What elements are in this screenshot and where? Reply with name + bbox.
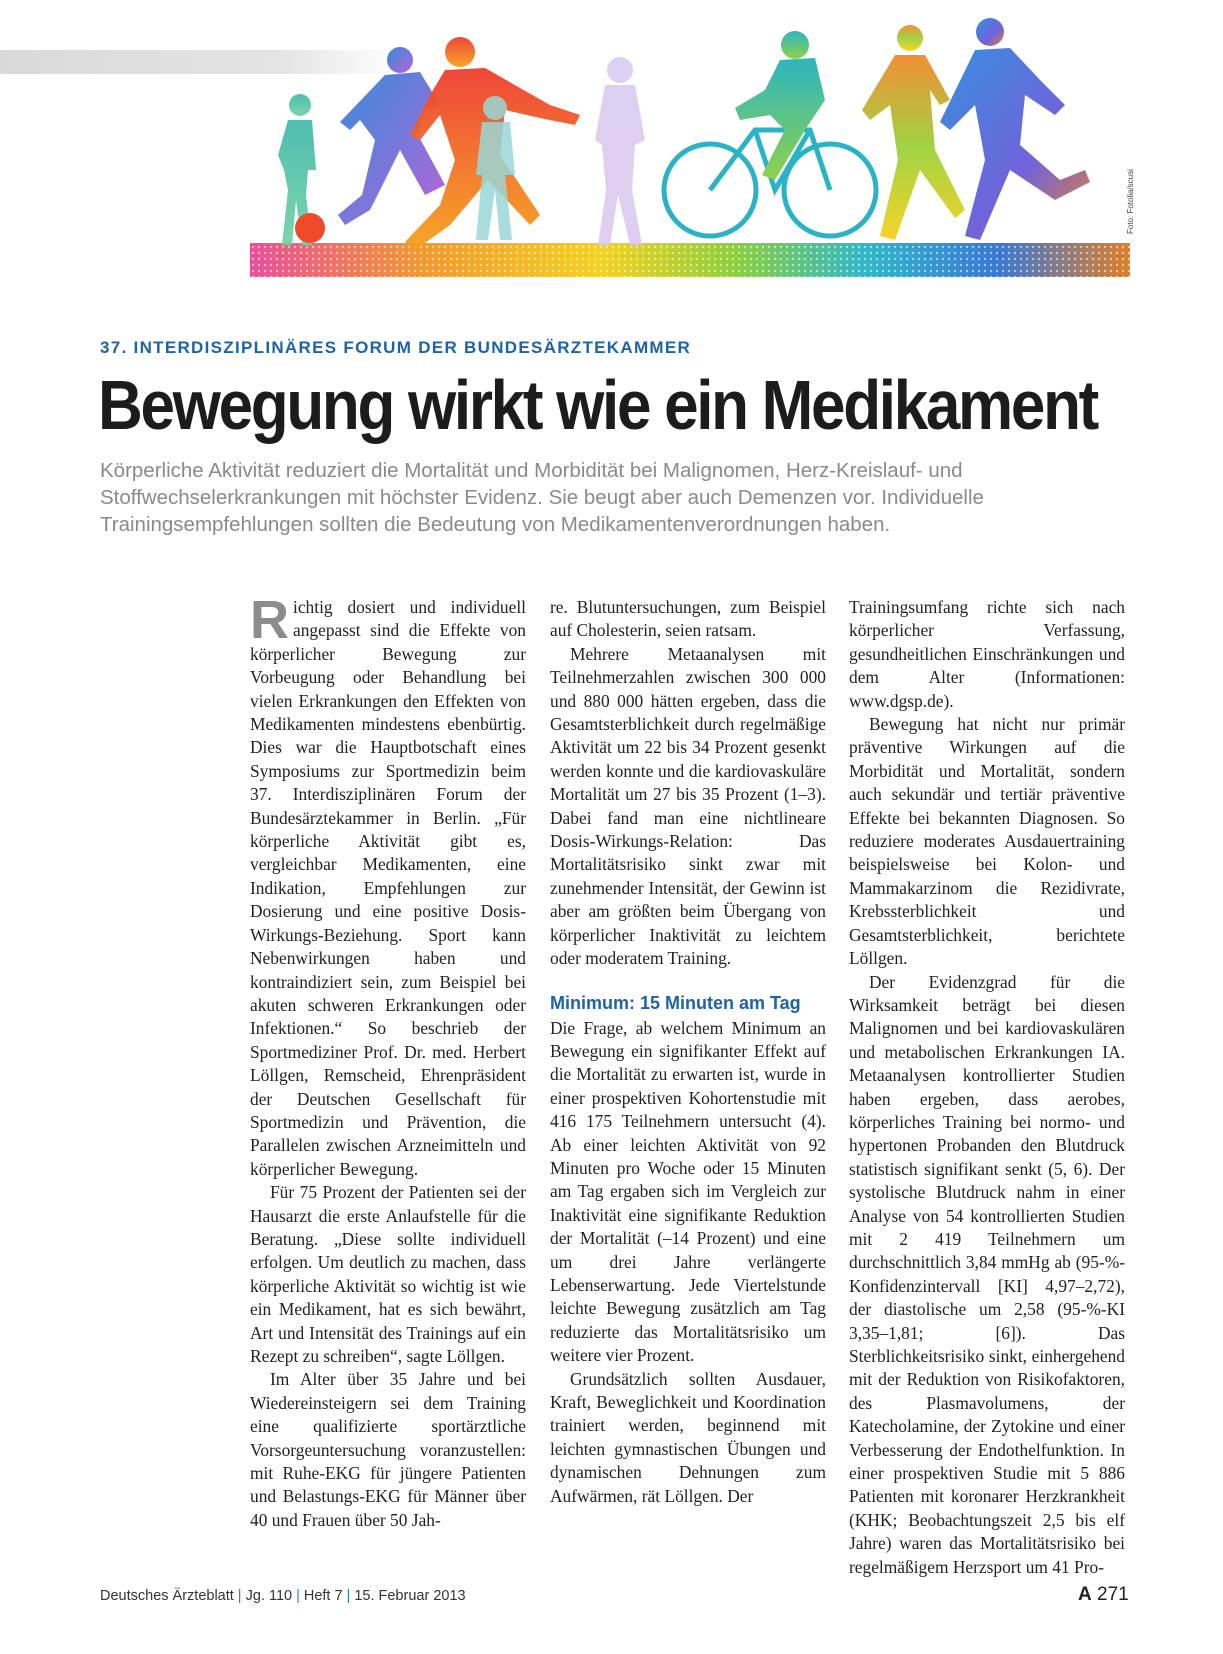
paragraph — [250, 590, 526, 1181]
page-prefix: A — [1078, 1584, 1092, 1605]
article-kicker: 37. INTERDISZIPLINÄRES FORUM DER BUNDESÄRZTEKAMMER — [100, 338, 692, 357]
page-number-value: 271 — [1097, 1584, 1129, 1605]
paragraph: Die Frage, ab welchem Minimum an Bewegung ein signifikanter Effekt auf die Mortalität zu erwarten ist, wurde in einer prospektiven Kohortenstudie mit 416 175 Teilnehmern untersucht (4). Ab einer leichten Aktivität von 92 Minuten pro Woche oder 15 Minuten am Tag ergaben sich im Vergleich zur Inaktivität eine signifikante Reduktion der Mortalität (–14 Prozent) und eine um drei Jahre verlängerte Lebenserwartung. Jede Viertelstunde leichte Bewegung zusätzlich am Tag reduzierte das Mortalitätsrisiko um weitere vier Prozent. — [550, 1017, 826, 1366]
article-headline: Bewegung wirkt wie ein Medikament — [98, 367, 1097, 445]
text-column-3 — [849, 596, 1125, 1579]
volume: Jg. 110 — [245, 1588, 293, 1604]
paragraph: Trainingsumfang richte sich nach körperlicher Verfassung, gesundheitlichen Einschränkungen und dem Alter (Informationen: www.dgsp.de). — [849, 597, 1125, 711]
separator: | — [346, 1588, 351, 1604]
photo-credit: Foto: Fotolia/scusi — [1126, 169, 1135, 234]
paragraph: Für 75 Prozent der Patienten sei der Hausarzt die erste Anlaufstelle für die Beratung. „Diese sollte individuell erfolgen. Um deutlich zu machen, dass körperliche Aktivität so wichtig ist wie ein Medikament, hat es sich bewährt, Art und Intensität des Trainings auf ein Rezept zu schreiben“, sagte Löllgen. — [250, 1182, 526, 1366]
sports-silhouettes-illustration — [250, 10, 1130, 295]
drop-cap: R — [250, 590, 289, 650]
paragraph: re. Blutuntersuchungen, zum Beispiel auf Cholesterin, seien ratsam. — [550, 597, 826, 641]
text-column-1 — [250, 590, 526, 1532]
page-number — [1078, 1584, 1129, 1606]
separator: | — [237, 1588, 242, 1604]
separator: | — [296, 1588, 300, 1604]
section-subhead: Minimum: 15 Minuten am Tag — [550, 992, 801, 1013]
issue-date: 15. Februar 2013 — [354, 1588, 466, 1604]
text-column-2 — [550, 596, 826, 1508]
paragraph-text: ichtig dosiert und individuell angepasst sind die Effekte von körperlicher Bewegung zur Vorbeugung oder Behandlung bei vielen Erkrankungen den Effekten von Medikamenten mindestens ebenbürtig. Dies war die Hauptbotschaft eines Symposiums zur Sportmedizin beim 37. Interdisziplinären Forum der Bundesärztekammer in Berlin. „Für körperliche Aktivität gibt es, vergleichbar Medikamenten, eine Indikation, Empfehlungen zur Dosierung und eine positive Dosis-Wirkungs-Beziehung. Sport kann Nebenwirkungen haben und kontraindiziert sein, zum Beispiel bei akuten schweren Erkrankungen oder Infektionen.“ So beschrieb der Sportmediziner Prof. Dr. med. Herbert Löllgen, Remscheid, Ehrenpräsident der Deutschen Gesellschaft für Sportmedizin und Prävention, die Parallelen zwischen Arzneimitteln und körperlicher Bewegung. — [250, 597, 526, 1179]
footer-citation — [100, 1588, 466, 1604]
paragraph: Der Evidenzgrad für die Wirksamkeit beträgt bei diesen Malignomen und bei kardiovaskulären und metabolischen Erkrankungen IA. Metaanalysen kontrollierter Studien haben ergeben, dass aerobes, körperliches Training bei normo- und hypertonen Probanden den Blutdruck statistisch signifikant senkt (5, 6). Der systolische Blutdruck nahm in einer Analyse von 54 kontrollierten Studien mit 2 419 Teilnehmern um durchschnittlich 3,84 mmHg ab (95-%-Konfidenzintervall [KI] 4,97–2,72), der diastolische um 2,58 (95-%-KI 3,35–1,81; [6]). Das Sterblichkeitsrisiko sinkt, einhergehend mit der Reduktion von Risikofaktoren, des Plasmavolumens, der Katecholamine, der Zytokine und einer Verbesserung der Endothelfunktion. In einer prospektiven Studie mit 5 886 Patienten mit koronarer Herzkrankheit (KHK; Beobachtungszeit 2,5 bis elf Jahre) waren das Mortalitätsrisiko bei regelmäßigem Herzsport um 41 Pro- — [849, 971, 1125, 1577]
article-lead: Körperliche Aktivität reduziert die Mortalität und Morbidität bei Malignomen, Herz-Kreislauf- und Stoffwechselerkrankungen mit höchster Evidenz. Sie beugt aber auch Demenzen vor. Individuelle Trainingsempfehlungen sollten die Bedeutung von Medikamentenverordnungen haben. — [100, 459, 984, 536]
paragraph: Im Alter über 35 Jahre und bei Wiedereinsteigern sei dem Training eine qualifizierte sportärztliche Vorsorgeuntersuchung voranzustellen: mit Ruhe-EKG für jüngere Patienten und Belastungs-EKG für Männer über 40 und Frauen über 50 Jah- — [250, 1369, 526, 1530]
paragraph: Bewegung hat nicht nur primär präventive Wirkungen auf die Morbidität und Mortalität, sondern auch sekundär und tertiär präventive Effekte bei bekannten Diagnosen. So reduziere moderates Ausdauertraining beispielsweise bei Kolon- und Mammakarzinom die Rezidivrate, Krebssterblichkeit und Gesamtsterblichkeit, berichtete Löllgen. — [849, 714, 1125, 969]
paragraph: Mehrere Metaanalysen mit Teilnehmerzahlen zwischen 300 000 und 880 000 hätten ergeben, dass die Gesamtsterblichkeit durch regelmäßige Aktivität um 22 bis 34 Prozent gesenkt werden konnte und die kardiovaskuläre Mortalität um 27 bis 35 Prozent (1–3). Dabei fand man eine nichtlineare Dosis-Wirkungs-Relation: Das Mortalitätsrisiko sinkt zwar mit zunehmender Intensität, der Gewinn ist aber am größten beim Übergang von körperlicher Inaktivität zu leichtem oder moderatem Training. — [550, 643, 826, 969]
paragraph: Grundsätzlich sollten Ausdauer, Kraft, Beweglichkeit und Koordination trainiert werden, beginnend mit leichten gymnastischen Übungen und dynamischen Dehnungen zum Aufwärmen, rät Löllgen. Der — [550, 1368, 826, 1506]
journal-name: Deutsches Ärzteblatt — [100, 1588, 234, 1604]
issue: Heft 7 — [303, 1588, 343, 1604]
